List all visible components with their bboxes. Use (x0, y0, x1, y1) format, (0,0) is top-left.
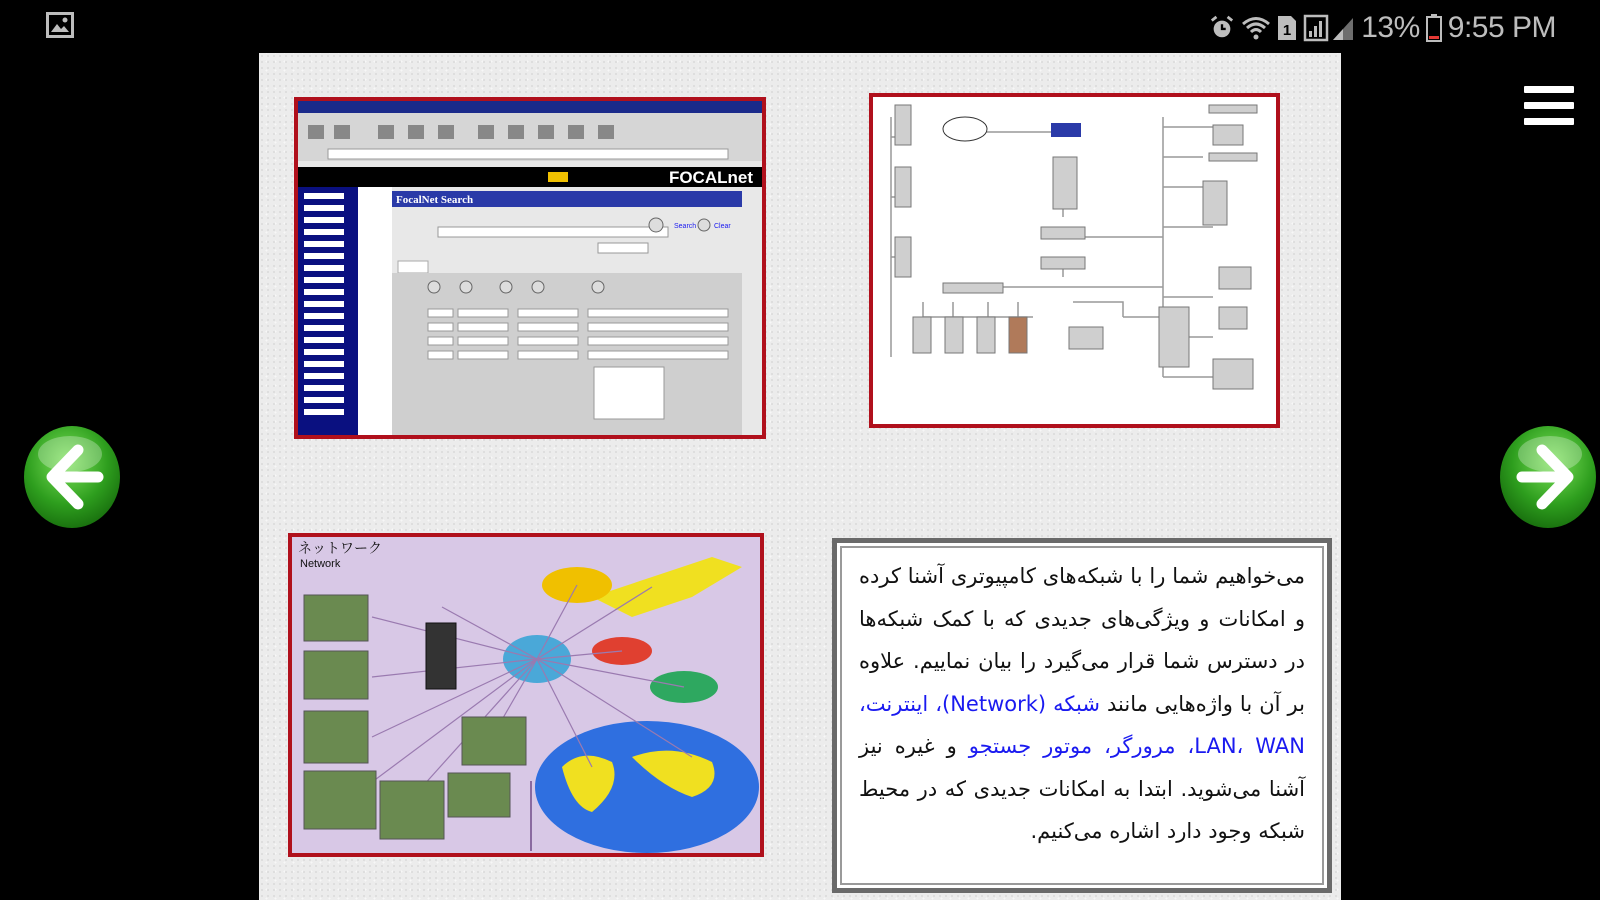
status-indicators (1209, 8, 1556, 48)
wifi-icon (1241, 15, 1271, 41)
brand-label: FOCALnet (668, 168, 753, 187)
menu-bar-line (1524, 118, 1574, 125)
search-screenshot-image (294, 97, 766, 439)
network-map-image (288, 533, 764, 857)
clear-link: Clear (714, 223, 731, 230)
map-title-en: Network (300, 558, 341, 570)
map-title-jp: ネットワーク (298, 541, 382, 557)
next-page-button[interactable] (1498, 424, 1598, 530)
signal-icon (1303, 14, 1355, 42)
description-paragraph (859, 555, 1305, 853)
glossary-terms-highlight: شبکه (Network)، اینترنت، LAN، WAN، مرورگر، موتور جستجو (859, 691, 1305, 758)
sim-icon (1277, 15, 1297, 41)
menu-button[interactable] (1524, 86, 1576, 132)
battery-icon (1426, 14, 1442, 42)
alarm-icon (1209, 15, 1235, 41)
network-diagram-image (869, 93, 1280, 428)
status-bar (0, 0, 1600, 52)
paragraph-text-outro: و غیره نیز آشنا می‌شوید. ابتدا به امکانات جدیدی که در محیط شبکه وجود دارد اشاره می‌کنیم. (859, 734, 1305, 843)
arrow-left-icon (22, 424, 122, 530)
book-page (259, 53, 1341, 900)
search-link: Search (674, 223, 697, 230)
previous-page-button[interactable] (22, 424, 122, 530)
arrow-right-icon (1498, 424, 1598, 530)
battery-percent: 13% (1361, 11, 1420, 44)
menu-bar-line (1524, 102, 1574, 109)
search-panel-title: FocalNet Search (396, 194, 474, 206)
menu-bar-line (1524, 86, 1574, 93)
gallery-icon (46, 12, 74, 38)
svg-text:1: 1 (1283, 22, 1292, 39)
paragraph-text-intro: می‌خواهیم شما را با شبکه‌های کامپیوتری آشنا کرده و امکانات و ویژگی‌های جدیدی که با کمک شبکه‌ها در دسترس شما قرار می‌گیرد را بیان نماییم. علاوه بر آن با واژه‌هایی مانند (859, 564, 1305, 716)
clock: 9:55 PM (1447, 11, 1556, 44)
description-text-box (832, 538, 1332, 893)
